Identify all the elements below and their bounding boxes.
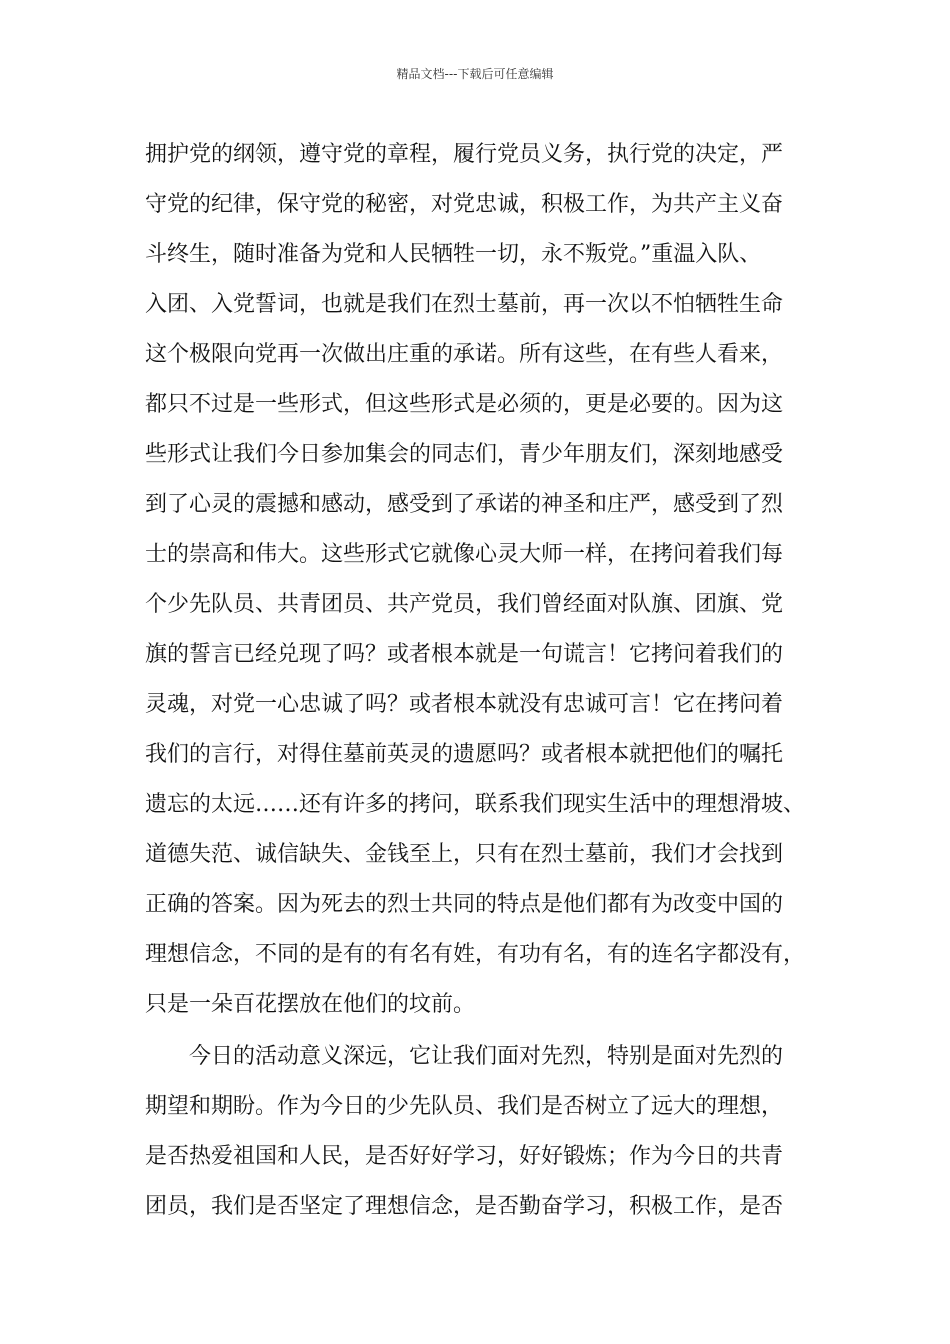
text-line: 今日的活动意义深远，它让我们面对先烈，特别是面对先烈的 [189,1044,784,1069]
text-line: 都只不过是一些形式，但这些形式是必须的，更是必要的。因为这 [145,392,784,417]
text-line: 些形式让我们今日参加集会的同志们，青少年朋友们，深刻地感受 [145,442,784,467]
text-line: 期望和期盼。作为今日的少先队员、我们是否树立了远大的理想， [145,1094,784,1119]
text-line: 士的崇高和伟大。这些形式它就像心灵大师一样，在拷问着我们每 [145,542,784,567]
text-line: 灵魂，对党一心忠诚了吗？或者根本就没有忠诚可言！它在拷问着 [145,692,784,717]
paragraph-1 [145,130,825,1030]
text-line: 正确的答案。因为死去的烈士共同的特点是他们都有为改变中国的 [145,892,784,917]
text-line: 理想信念，不同的是有的有名有姓，有功有名，有的连名字都没有， [145,942,806,967]
text-line: 这个极限向党再一次做出庄重的承诺。所有这些，在有些人看来， [145,342,784,367]
text-line: 到了心灵的震撼和感动，感受到了承诺的神圣和庄严，感受到了烈 [145,492,784,517]
text-line: 我们的言行，对得住墓前英灵的遗愿吗？或者根本就把他们的嘱托 [145,742,784,767]
page-header: 精品文档---下载后可任意编辑 [396,67,554,81]
text-line: 是否热爱祖国和人民，是否好好学习，好好锻炼；作为今日的共青 [145,1144,784,1169]
text-line: 遗忘的太远……还有许多的拷问，联系我们现实生活中的理想滑坡、 [145,792,806,817]
text-line: 道德失范、诚信缺失、金钱至上，只有在烈士墓前，我们才会找到 [145,842,784,867]
text-line: 只是一朵百花摆放在他们的坟前。 [145,992,476,1017]
text-line: 个少先队员、共青团员、共产党员，我们曾经面对队旗、团旗、党 [145,592,784,617]
text-line: 守党的纪律，保守党的秘密，对党忠诚，积极工作，为共产主义奋 [145,192,784,217]
text-line: 团员，我们是否坚定了理想信念，是否勤奋学习，积极工作，是否 [145,1194,784,1219]
text-line: 拥护党的纲领，遵守党的章程，履行党员义务，执行党的决定，严 [145,142,784,167]
document-body [145,130,825,1232]
text-line: 斗终生，随时准备为党和人民牺牲一切，永不叛党。”重温入队、 [145,242,762,267]
paragraph-2 [145,1032,825,1232]
text-line: 入团、入党誓词，也就是我们在烈士墓前，再一次以不怕牺牲生命 [145,292,784,317]
text-line: 旗的誓言已经兑现了吗？或者根本就是一句谎言！它拷问着我们的 [145,642,784,667]
